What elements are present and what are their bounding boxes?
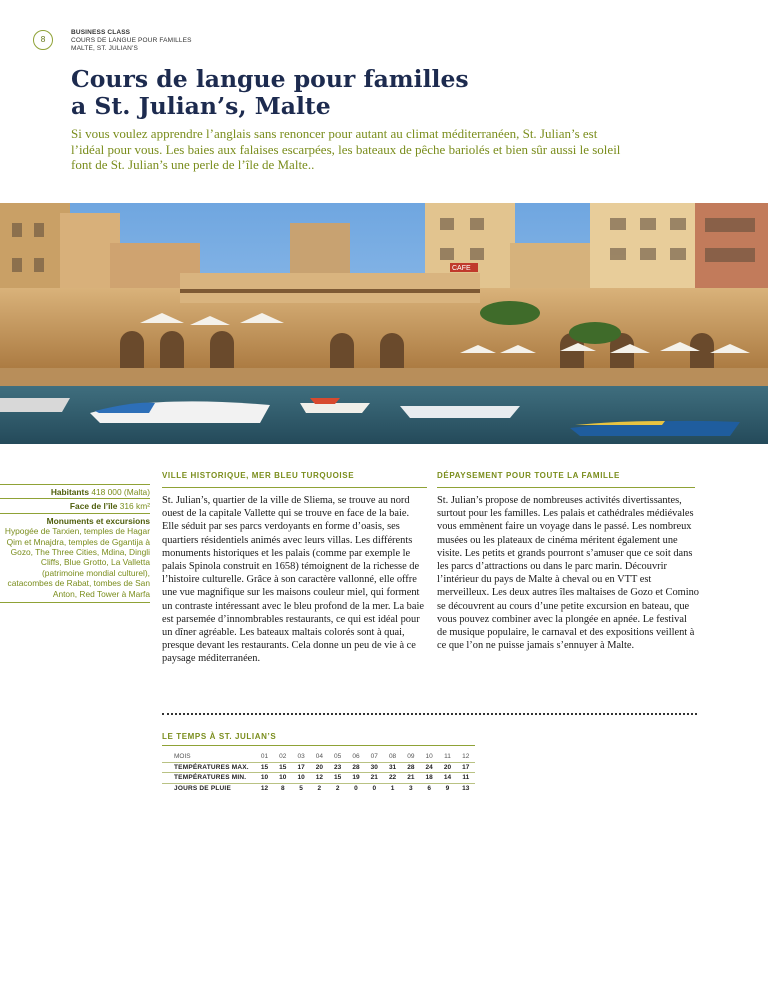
value-cell: 3 bbox=[402, 783, 420, 793]
month-cell: 05 bbox=[334, 753, 342, 761]
month-cell: 11 bbox=[444, 753, 451, 761]
value-cell: 11 bbox=[457, 773, 475, 784]
fact-value: Hypogée de Tarxien, temples de Hagar Qim et Mnajdra, temples de Ggantija à Gozo, The Three Cities, Mdina, Dingli Cliffs, Blue Grotto, La Valletta (patrimoine mondial culturel), catacombes de Rabat, tombes de San Anton, Red Tower à Marfa bbox=[4, 526, 150, 599]
value-cell: 14 bbox=[438, 773, 456, 784]
running-header-line-3: MALTE, ST. JULIAN’S bbox=[71, 45, 139, 53]
fact-value: 316 km² bbox=[119, 501, 150, 512]
value-cell: 28 bbox=[402, 762, 420, 773]
fact-area bbox=[0, 498, 150, 512]
dotted-divider bbox=[162, 713, 697, 715]
value-cell: 10 bbox=[292, 773, 310, 784]
value-cell: 18 bbox=[420, 773, 438, 784]
value-cell: 17 bbox=[457, 762, 475, 773]
value-cell: 9 bbox=[438, 783, 456, 793]
value-cell: 1 bbox=[383, 783, 401, 793]
weather-row-max-temp bbox=[162, 762, 475, 773]
running-header bbox=[71, 29, 192, 54]
fact-label: Monuments et excursions bbox=[46, 515, 150, 526]
running-header-line-2: COURS DE LANGUE POUR FAMILLES bbox=[71, 37, 192, 45]
value-cell: 0 bbox=[365, 783, 383, 793]
page-title-line-2: a St. Julian’s, Malte bbox=[71, 92, 331, 120]
value-cell: 31 bbox=[383, 762, 401, 773]
value-cell: 12 bbox=[310, 773, 328, 784]
value-cell: 20 bbox=[438, 762, 456, 773]
lead-paragraph: Si vous voulez apprendre l’anglais sans renoncer pour autant au climat méditerranéen, St. Julian’s est l’idéal pour vous. Les baies aux falaises escarpées, les bateaux de pêche bariolés et bien sûr aussi le soleil font de St. Julian’s une perle de l’île de Malte.. bbox=[71, 126, 621, 173]
month-label: MOIS bbox=[174, 753, 191, 761]
facts-sidebar bbox=[0, 484, 150, 603]
month-cell: 07 bbox=[370, 753, 378, 761]
month-cell: 06 bbox=[352, 753, 360, 761]
cafe-sign: CAFE bbox=[452, 265, 471, 272]
row-label: TEMPÉRATURES MAX. bbox=[162, 762, 255, 773]
value-cell: 5 bbox=[292, 783, 310, 793]
weather-table bbox=[162, 752, 475, 793]
fact-label: Face de l’île bbox=[69, 501, 118, 512]
running-header-line-1: BUSINESS CLASS bbox=[71, 29, 131, 36]
column-2-heading: DÉPAYSEMENT POUR TOUTE LA FAMILLE bbox=[437, 471, 695, 488]
fact-monuments bbox=[0, 513, 150, 603]
value-cell: 21 bbox=[365, 773, 383, 784]
weather-table-wrap bbox=[162, 745, 475, 793]
value-cell: 24 bbox=[420, 762, 438, 773]
value-cell: 21 bbox=[402, 773, 420, 784]
value-cell: 19 bbox=[347, 773, 365, 784]
value-cell: 23 bbox=[329, 762, 347, 773]
weather-title: LE TEMPS À ST. JULIAN’S bbox=[162, 732, 277, 741]
value-cell: 12 bbox=[255, 783, 273, 793]
page-title-line-1: Cours de langue pour familles bbox=[71, 65, 469, 93]
month-cell: 02 bbox=[279, 753, 287, 761]
fact-population bbox=[0, 484, 150, 498]
value-cell: 2 bbox=[310, 783, 328, 793]
bay-photo bbox=[0, 203, 768, 444]
fact-label: Habitants bbox=[50, 487, 89, 497]
month-cell: 03 bbox=[297, 753, 305, 761]
value-cell: 20 bbox=[310, 762, 328, 773]
month-cell: 09 bbox=[407, 753, 415, 761]
fact-value: 418 000 (Malta) bbox=[91, 487, 150, 497]
column-1-text: St. Julian’s, quartier de la ville de Sliema, se trouve au nord ouest de la capitale Vallette qui se trouve en face de la baie. Elle séduit par ses parcs verdoyants en forme d’oasis, ses quartiers résidentiels animés avec leurs villas. Les différents monuments historiques et les palais (comme par exemple le palais Spinola construit en 1658) témoignent de la richesse de l’histoire culturelle. Grâce à son caractère vallonné, elle offre une vue magnifique sur les maisons couleur miel, qui forment un contraste intéressant avec le bleu profond de la mer. La baie est parsemée d’innombrables restaurants, ce qui est idéal pour un dîner agréable. Les bateaux maltais colorés sont à quai, presque devant les restaurants. Cela donne un peu de vie à ce paysage méditerranéen. bbox=[162, 495, 424, 665]
value-cell: 6 bbox=[420, 783, 438, 793]
weather-header-row bbox=[162, 752, 475, 762]
month-cell: 04 bbox=[315, 753, 323, 761]
value-cell: 30 bbox=[365, 762, 383, 773]
row-label: JOURS DE PLUIE bbox=[162, 783, 255, 793]
page-number: 8 bbox=[33, 30, 53, 50]
value-cell: 17 bbox=[292, 762, 310, 773]
value-cell: 15 bbox=[329, 773, 347, 784]
value-cell: 8 bbox=[274, 783, 292, 793]
value-cell: 13 bbox=[457, 783, 475, 793]
month-cell: 01 bbox=[260, 753, 269, 761]
value-cell: 0 bbox=[347, 783, 365, 793]
value-cell: 15 bbox=[274, 762, 292, 773]
month-cell: 08 bbox=[388, 753, 397, 761]
column-2-text: St. Julian’s propose de nombreuses activités divertissantes, surtout pour les familles. Les palais et cathédrales médiévales vous emmènent faire un voyage dans le passé. Les nombreux musées ou les plateaux de cinéma méritent également une visite. Les petits et grands pourront s’amuser que ce soit dans les parcs d’attractions ou dans le parc marin. Découvrir l’intérieur du pays de Malte à cheval ou en VTT est merveilleux. Les deux autres îles maltaises de Gozo et Comino se découvrent au cours d’une petite excursion en bateau, que vous pouvez combiner avec la plongée en apnée. Le festival de musique populaire, le carnaval et des expositions veillent à ce que l’on ne puisse jamais s’ennuyer à Malte. bbox=[437, 495, 700, 652]
value-cell: 15 bbox=[255, 762, 273, 773]
column-1-heading: VILLE HISTORIQUE, MER BLEU TURQUOISE bbox=[162, 471, 427, 488]
page-title bbox=[71, 66, 671, 120]
weather-row-min-temp bbox=[162, 773, 475, 784]
weather-row-rain-days bbox=[162, 783, 475, 793]
value-cell: 10 bbox=[255, 773, 273, 784]
row-label: TEMPÉRATURES MIN. bbox=[162, 773, 255, 784]
value-cell: 10 bbox=[274, 773, 292, 784]
month-cell: 10 bbox=[425, 753, 433, 761]
value-cell: 22 bbox=[383, 773, 401, 784]
value-cell: 2 bbox=[329, 783, 347, 793]
value-cell: 28 bbox=[347, 762, 365, 773]
month-cell: 12 bbox=[462, 753, 470, 761]
